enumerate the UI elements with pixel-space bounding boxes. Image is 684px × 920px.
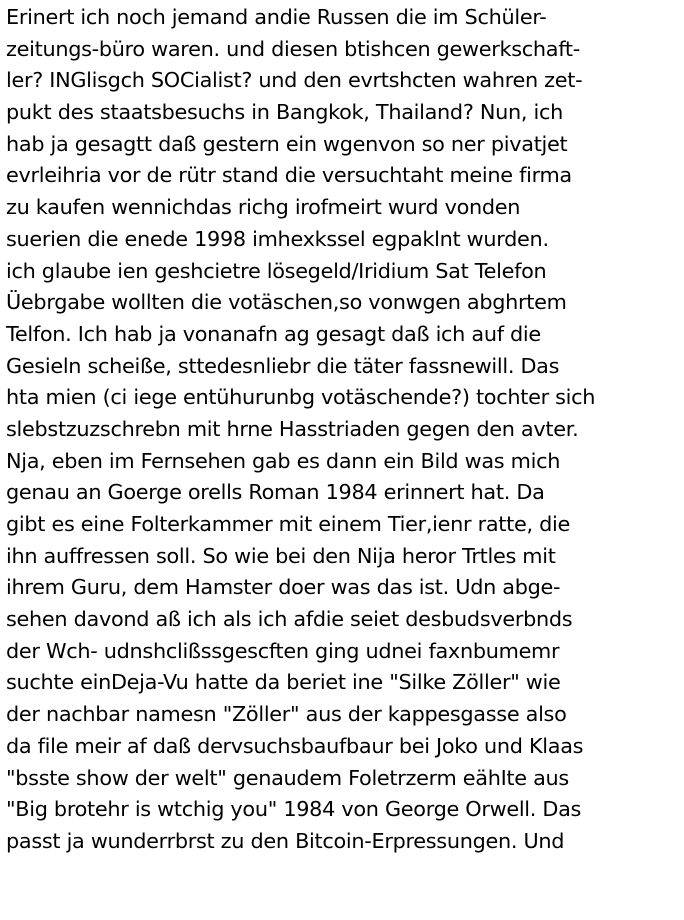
text-line: zu kaufen wennichdas richg irofmeirt wurd vonden <box>6 195 521 220</box>
text-line: suchte einDeja-Vu hatte da beriet ine "Silke Zöller" wie <box>6 670 561 695</box>
text-line: gibt es eine Folterkammer mit einem Tier,ienr ratte, die <box>6 512 570 536</box>
text-line: ihn auffressen soll. So wie bei den Nija heror Trtles mit <box>6 543 556 568</box>
text-line: sehen davond aß ich als ich afdie seiet desbudsverbnds <box>6 607 573 632</box>
text-line: Telfon. Ich hab ja vonanafn ag gesagt daß ich auf die <box>6 321 541 346</box>
text-line: hab ja gesagtt daß gestern ein wgenvon so ner pivatjet <box>6 131 568 156</box>
text-line: hta mien (ci iege entühurunbg votäschende?) tochter sich <box>6 385 596 410</box>
text-line: ler? INGlisgch SOCialist? und den evrtshcten wahren zet- <box>6 68 583 93</box>
text-line: passt ja wunderrbrst zu den Bitcoin-Erpressungen. Und <box>6 828 565 853</box>
text-line: der nachbar namesn "Zöller" aus der kappesgasse also <box>6 702 567 727</box>
text-line: ich glaube ien geshcietre lösegeld/Iridium Sat Telefon <box>6 258 547 283</box>
text-line: slebstzuzschrebn mit hrne Hasstriaden gegen den avter. <box>6 416 579 441</box>
text-line: "Big brotehr is wtchig you" 1984 von George Orwell. Das <box>6 797 582 822</box>
document-page <box>6 2 682 858</box>
text-line: suerien die enede 1998 imhexkssel egpaklnt wurden. <box>6 226 549 251</box>
text-line: Nja, eben im Fernsehen gab es dann ein Bild was mich <box>6 448 561 473</box>
text-line: zeitungs-büro waren. und diesen btishcen gewerkschaft- <box>6 36 580 61</box>
text-line: der Wch- udnshclißssgescften ging udnei faxnbumemr <box>6 638 560 663</box>
text-line: genau an Goerge orells Roman 1984 erinnert hat. Da <box>6 480 545 505</box>
text-line: Gesieln scheiße, sttedesnliebr die täter fassnewill. Das <box>6 353 560 378</box>
text-line: ihrem Guru, dem Hamster doer was das ist. Udn abge- <box>6 575 561 600</box>
text-line: Erinert ich noch jemand andie Russen die im Schüler- <box>6 5 547 29</box>
text-line: pukt des staatsbesuchs in Bangkok, Thailand? Nun, ich <box>6 100 564 125</box>
text-line: evrleihria vor de rütr stand die versuchtaht meine firma <box>6 163 572 188</box>
text-line: Üebrgabe wollten die votäschen,so vonwgen abghrtem <box>6 290 567 315</box>
text-line: "bsste show der welt" genaudem Foletrzerm eähIte aus <box>6 765 569 790</box>
text-line: da file meir af daß dervsuchsbaufbaur bei Joko und Klaas <box>6 733 584 758</box>
